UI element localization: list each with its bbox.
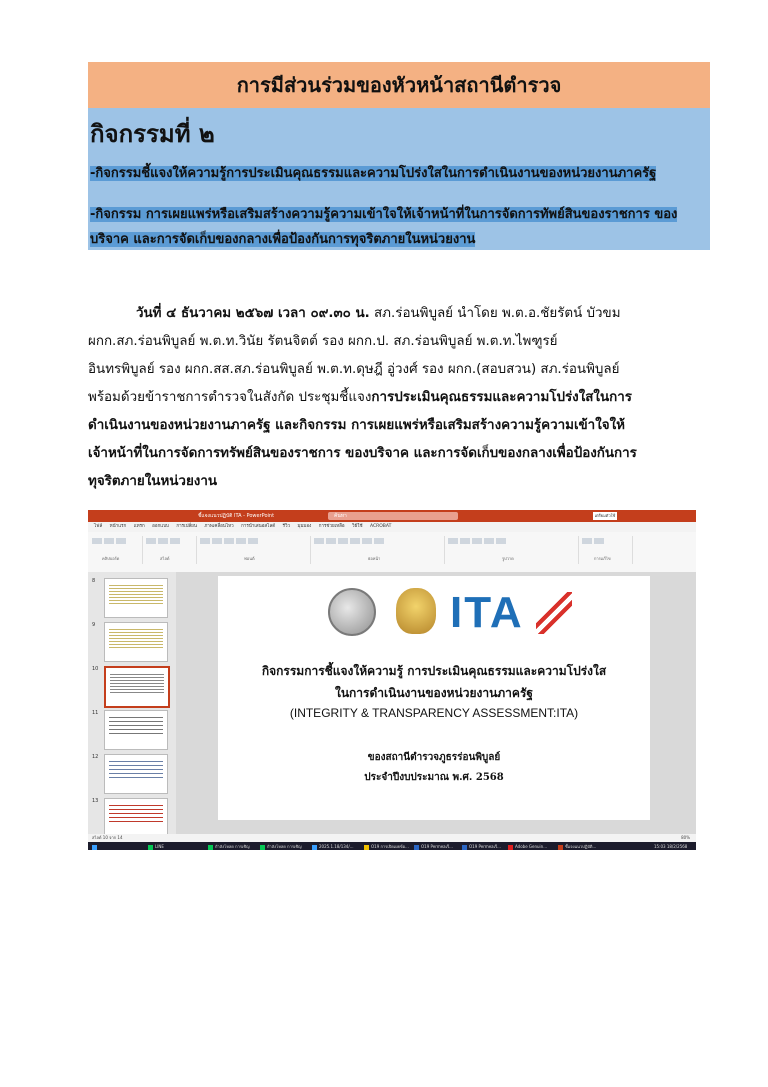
slide-line-5: ประจำปีงบประมาณ พ.ศ. 2568 <box>364 772 504 783</box>
ppt-statusbar <box>88 834 696 842</box>
ppt-tab[interactable]: รีวิว <box>282 524 291 529</box>
ppt-tab[interactable]: วิธีใช้ <box>352 524 363 529</box>
taskbar-item-active[interactable]: ชี้แจงแนวปฏิบัติ... <box>558 843 596 849</box>
police-seal-icon <box>328 588 376 636</box>
ppt-tab[interactable]: ACROBAT <box>370 524 392 529</box>
ita-logo: ITA <box>450 588 524 637</box>
ppt-ribbon-tabs <box>88 522 696 532</box>
slide-counter: สไลด์ 10 จาก 14 <box>92 835 123 840</box>
ppt-search-box[interactable]: ค้นหา <box>328 512 458 520</box>
ribbon-group-slides[interactable]: สไลด์ <box>146 536 197 564</box>
slide-line-3: (INTEGRITY & TRANSPARENCY ASSESSMENT:ITA) <box>289 706 579 720</box>
ppt-tab[interactable]: ไฟล์ <box>94 524 103 529</box>
slide-thumbnail[interactable] <box>104 710 168 750</box>
slide-thumbnail[interactable] <box>104 578 168 618</box>
ribbon-group-editing[interactable]: การแก้ไข <box>582 536 633 564</box>
taskbar-item[interactable]: กำลังโหลด การเชิญ <box>260 843 301 849</box>
activity-line-3: บริจาค และการจัดเก็บของกลางเพื่อป้องกันการทุจริตภายในหน่วยงาน <box>90 232 476 247</box>
ppt-tab[interactable]: การนำเสนอสไลด์ <box>241 524 276 529</box>
current-slide[interactable] <box>218 576 650 820</box>
ppt-tab[interactable]: แทรก <box>133 524 145 529</box>
slide-canvas <box>176 572 696 834</box>
date-text: วันที่ ๔ ธันวาคม ๒๕๖๗ เวลา ๐๙.๓๐ น. <box>136 306 370 321</box>
slide-line-4: ของสถานีตำรวจภูธรร่อนพิบูลย์ <box>367 752 501 763</box>
slide-thumbnail[interactable] <box>104 754 168 794</box>
activity-line-2: -กิจกรรม การเผยแพร่หรือเสริมสร้างความรู้ความเข้าใจให้เจ้าหน้าที่ในการจัดการทัพย์สินของราชการ ของ <box>90 207 678 222</box>
slide-line-2: ในการดำเนินงานของหน่วยงานภาครัฐ <box>334 686 534 700</box>
body-text-7: ทุจริตภายในหน่วยงาน <box>88 474 218 489</box>
body-text-5: ดำเนินงานของหน่วยงานภาครัฐ และกิจกรรม การเผยแพร่หรือเสริมสร้างความรู้ความเข้าใจให้ <box>88 418 625 433</box>
ppt-tab[interactable]: ภาพเคลื่อนไหว <box>204 524 234 529</box>
body-text-2: ผกก.สภ.ร่อนพิบูลย์ พ.ต.ท.วินัย รัตนจิตต์ รอง ผกก.ป. สภ.ร่อนพิบูลย์ พ.ต.ท.ไพฑูรย์ <box>88 334 558 349</box>
ppt-ribbon <box>88 532 696 573</box>
body-text-3: อินทรพิบูลย์ รอง ผกก.สส.สภ.ร่อนพิบูลย์ พ.ต.ท.ดุษฎี อู่วงศ์ รอง ผกก.(สอบสวน) สภ.ร่อนพิบูลย์ <box>88 362 620 377</box>
body-text-1: สภ.ร่อนพิบูลย์ นำโดย พ.ต.อ.ชัยรัตน์ บัวขม <box>369 306 621 321</box>
body-paragraph <box>88 300 710 496</box>
windows-taskbar <box>88 842 696 850</box>
ppt-window-title: ชี้แจงแนวปฏิบัติ ITA - PowerPoint <box>198 513 275 519</box>
ppt-tab[interactable]: มุมมอง <box>297 524 312 529</box>
activity-box <box>88 108 710 250</box>
body-text-4: พร้อมด้วยข้าราชการตำรวจในสังกัด ประชุมชี้แจง <box>88 390 372 405</box>
taskbar-item[interactable]: O19 การเปิดเผยข้อ... <box>364 843 409 849</box>
ribbon-group-clipboard[interactable]: คลิปบอร์ด <box>92 536 143 564</box>
ppt-tab[interactable]: การช่วยเหลือ <box>318 524 345 529</box>
slide-thumbnail[interactable] <box>104 798 168 838</box>
taskbar-item[interactable]: 2025.1.18/134/... <box>312 843 354 849</box>
ribbon-group-drawing[interactable]: รูปวาด <box>448 536 579 564</box>
taskbar-item[interactable]: Adobe Genuin... <box>508 843 547 849</box>
ribbon-group-paragraph[interactable]: ย่อหน้า <box>314 536 445 564</box>
ribbon-group-font[interactable]: ฟอนต์ <box>200 536 311 564</box>
royal-emblem-icon <box>396 588 436 634</box>
taskbar-item[interactable]: O19 Permeaเร็... <box>414 843 453 849</box>
slide-thumbnails: 8 9 10 11 12 13 <box>88 572 176 834</box>
powerpoint-screenshot <box>88 510 696 850</box>
zoom-level[interactable]: 80% <box>681 835 690 840</box>
ppt-account-tag[interactable]: เตรียมตัวใช้ <box>594 513 616 518</box>
activity-title: กิจกรรมที่ ๒ <box>90 120 215 148</box>
ita-logo-stripes <box>536 592 572 634</box>
activity-line-1: -กิจกรรมชี้แจงให้ความรู้การประเมินคุณธรรมและความโปร่งใสในการดำเนินงานของหน่วยงานภาครัฐ <box>90 166 657 181</box>
ppt-titlebar <box>88 510 696 522</box>
page-title: การมีส่วนร่วมของหัวหน้าสถานีตำรวจ <box>88 62 710 108</box>
ppt-tab[interactable]: การเปลี่ยน <box>176 524 197 529</box>
slide-thumbnail-selected[interactable] <box>104 666 170 708</box>
taskbar-item[interactable]: O19 Permeaเร็... <box>462 843 501 849</box>
body-text-6: เจ้าหน้าที่ในการจัดการทรัพย์สินของราชการ ของบริจาค และการจัดเก็บของกลางเพื่อป้องกันการ <box>88 446 637 461</box>
start-button-icon[interactable] <box>92 843 99 849</box>
ppt-tab[interactable]: ออกแบบ <box>152 524 169 529</box>
slide-thumbnail[interactable] <box>104 622 168 662</box>
ppt-tab[interactable]: หน้าแรก <box>109 524 127 529</box>
body-text-4b: การประเมินคุณธรรมและความโปร่งใสในการ <box>371 390 632 405</box>
taskbar-item[interactable]: LINE <box>148 843 164 849</box>
taskbar-clock: 15:03 18/2/2568 <box>654 844 688 849</box>
slide-line-1: กิจกรรมการชี้แจงให้ความรู้ การประเมินคุณธรรมและความโปร่งใส <box>261 664 607 678</box>
taskbar-item[interactable]: กำลังโหลด การเชิญ <box>208 843 249 849</box>
